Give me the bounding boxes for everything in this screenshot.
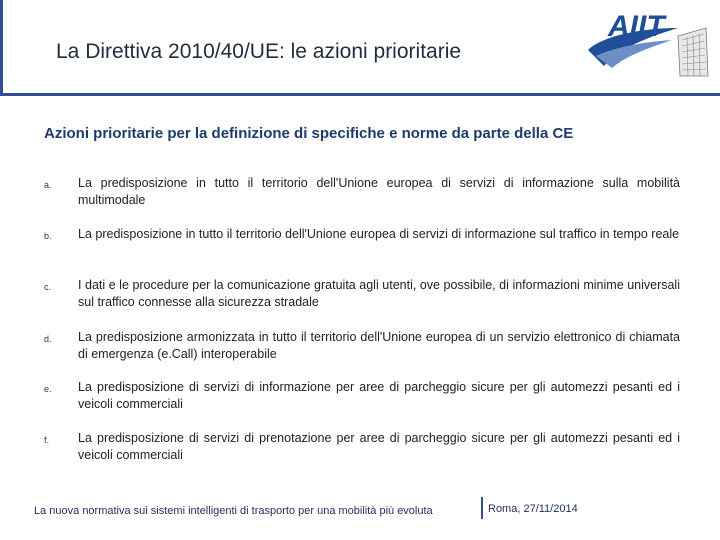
building-icon	[678, 28, 708, 76]
list-item-text: La predisposizione di servizi di prenotazione per aree di parcheggio sicure per gli automezzi pesanti ed i veicoli commerciali	[78, 431, 680, 462]
footer-caption: La nuova normativa sui sistemi intelligenti di trasporto per una mobilità più evoluta	[34, 505, 433, 517]
list-item-marker: c.	[44, 282, 52, 292]
header-divider	[0, 93, 720, 96]
list-item-text: I dati e le procedure per la comunicazione gratuita agli utenti, ove possibile, di informazioni minime universali sul traffico connesse alla sicurezza stradale	[78, 278, 680, 309]
aiit-logo	[582, 6, 712, 78]
footer-divider	[481, 497, 483, 519]
footer-date: Roma, 27/11/2014	[488, 503, 578, 515]
list-item-text: La predisposizione in tutto il territorio dell'Unione europea di servizi di informazione sul traffico in tempo reale	[78, 227, 680, 241]
list-item-text: La predisposizione in tutto il territorio dell'Unione europea di servizi di informazione sulla mobilità multimodale	[78, 176, 680, 207]
header-left-accent-bar	[0, 0, 3, 93]
section-subtitle: Azioni prioritarie per la definizione di specifiche e norme da parte della CE	[44, 125, 574, 142]
logo-text: AIIT	[608, 10, 665, 43]
page-title: La Direttiva 2010/40/UE: le azioni prioritarie	[56, 40, 462, 63]
list-item-text: La predisposizione armonizzata in tutto il territorio dell'Unione europea di un servizio elettronico di chiamata di emergenza (e.Call) interoperabile	[78, 330, 680, 361]
list-item-marker: e.	[44, 384, 52, 394]
list-item-marker: d.	[44, 334, 52, 344]
list-item-marker: b.	[44, 231, 52, 241]
list-item-marker: f.	[44, 435, 50, 445]
list-item-text: La predisposizione di servizi di informazione per aree di parcheggio sicure per gli automezzi pesanti ed i veicoli commerciali	[78, 380, 680, 411]
list-item-marker: a.	[44, 180, 52, 190]
